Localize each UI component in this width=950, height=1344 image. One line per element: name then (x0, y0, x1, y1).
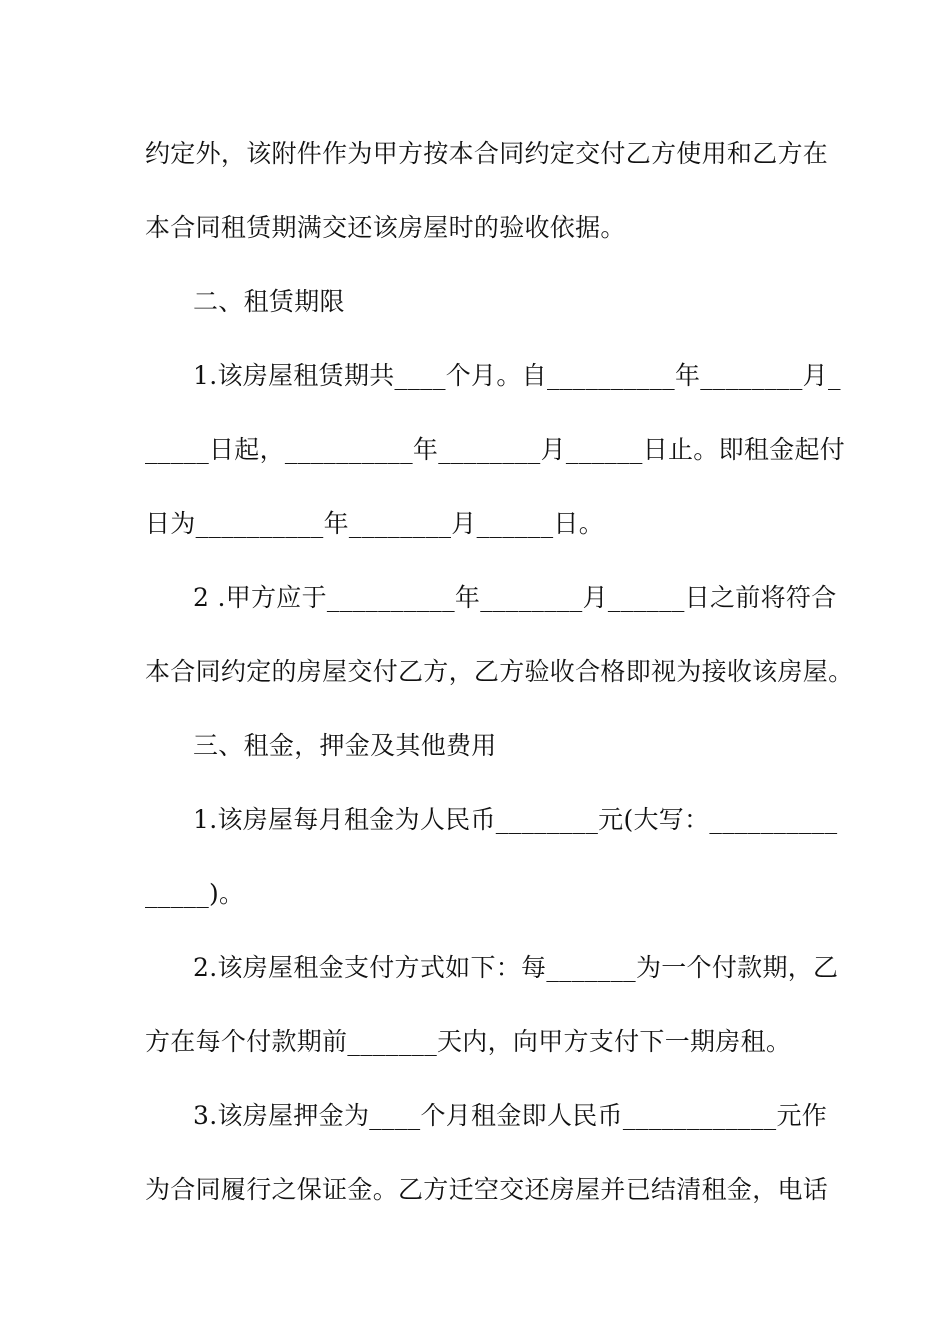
paragraph-line: 方在每个付款期前_______天内，向甲方支付下一期房租。 (145, 1027, 792, 1056)
paragraph-line: 日为__________年________月______日。 (145, 509, 605, 538)
paragraph-line: 2.该房屋租金支付方式如下：每_______为一个付款期，乙 (193, 953, 839, 982)
paragraph-line: _____日起，__________年________月______日止。即租金起付 (145, 435, 846, 464)
paragraph-line: 为合同履行之保证金。乙方迁空交还房屋并已结清租金，电话 (145, 1175, 829, 1204)
section-heading-lease-term: 二、租赁期限 (193, 287, 345, 316)
paragraph-line: 1.该房屋每月租金为人民币________元(大写：__________ (193, 805, 838, 834)
paragraph-line: 本合同租赁期满交还该房屋时的验收依据。 (145, 213, 626, 242)
paragraph-line: 本合同约定的房屋交付乙方，乙方验收合格即视为接收该房屋。 (145, 657, 854, 686)
paragraph-line: 约定外，该附件作为甲方按本合同约定交付乙方使用和乙方在 (145, 139, 829, 168)
paragraph-line: 2 .甲方应于__________年________月______日之前将符合 (193, 583, 837, 612)
paragraph-line: 3.该房屋押金为____个月租金即人民币____________元作 (193, 1101, 828, 1130)
section-heading-rent-deposit: 三、租金，押金及其他费用 (193, 731, 497, 760)
paragraph-line: 1.该房屋租赁期共____个月。自__________年________月_ (193, 361, 841, 390)
paragraph-line: _____)。 (145, 879, 245, 908)
